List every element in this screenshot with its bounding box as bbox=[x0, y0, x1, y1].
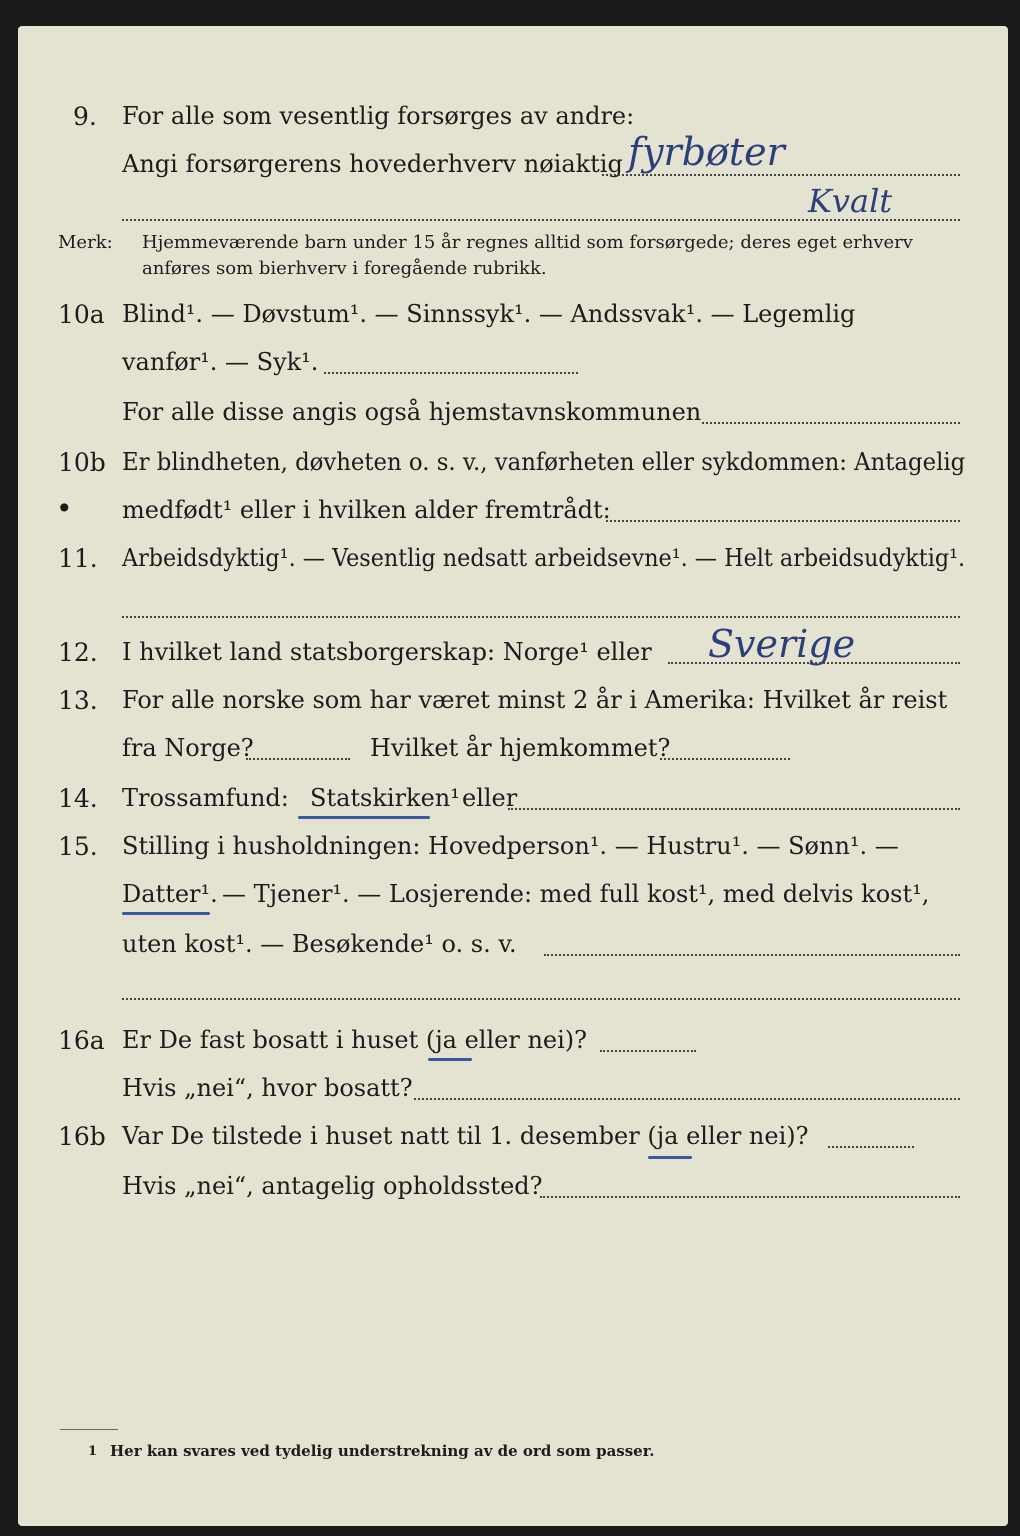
q10b-line2: medfødt¹ eller i hvilken alder fremtrådt: bbox=[122, 496, 611, 524]
q16a-line2: Hvis „nei“, hvor bosatt? bbox=[122, 1074, 413, 1102]
q10b-line1: Er blindheten, døvheten o. s. v., vanførheten eller sykdommen: Antagelig bbox=[122, 448, 966, 476]
q14-statskirken-underline bbox=[298, 816, 430, 819]
q10a-line3: For alle disse angis også hjemstavnskommunen bbox=[122, 398, 702, 426]
q13-return-year-line bbox=[660, 758, 790, 760]
q10a-line2: vanfør¹. — Syk¹. bbox=[122, 348, 319, 376]
q15-line1: Stilling i husholdningen: Hovedperson¹. — Hustru¹. — Sønn¹. — bbox=[122, 832, 899, 860]
q14-label: Trossamfund: bbox=[122, 784, 289, 812]
q11-line1: Arbeidsdyktig¹. — Vesentlig nedsatt arbeidsevne¹. — Helt arbeidsudyktig¹. bbox=[122, 544, 966, 572]
q14-eller: eller bbox=[462, 784, 518, 812]
q16a-residence-line bbox=[414, 1098, 960, 1100]
q15-number: 15. bbox=[58, 832, 98, 861]
q10a-number: 10a bbox=[58, 300, 105, 329]
q14-answer-line bbox=[508, 808, 960, 810]
q15-answer-line-2 bbox=[122, 998, 960, 1000]
q14-number: 14. bbox=[58, 784, 98, 813]
q16b-ja-underline bbox=[648, 1156, 692, 1159]
q16b-line1: Var De tilstede i huset natt til 1. desember (ja eller nei)? bbox=[122, 1122, 809, 1150]
merk-line1: Hjemmeværende barn under 15 år regnes alltid som forsørgede; deres eget erhverv bbox=[142, 232, 913, 253]
q13-line2a: fra Norge? bbox=[122, 734, 254, 762]
q15-line3: uten kost¹. — Besøkende¹ o. s. v. bbox=[122, 930, 517, 958]
q9-line2: Angi forsørgerens hovederhverv nøiaktig bbox=[122, 150, 623, 178]
footnote-mark: 1 bbox=[88, 1444, 98, 1459]
q16a-line1: Er De fast bosatt i huset (ja eller nei)? bbox=[122, 1026, 588, 1054]
q13-line1: For alle norske som har været minst 2 år i Amerika: Hvilket år reist bbox=[122, 686, 948, 714]
q10b-answer-line bbox=[606, 520, 960, 522]
q16b-answer-line bbox=[828, 1146, 914, 1148]
q9-answer-line bbox=[602, 174, 960, 176]
q14-statskirken: Statskirken¹ bbox=[310, 784, 460, 812]
footnote-rule bbox=[60, 1429, 118, 1430]
q9-answer-occupation: fyrbøter bbox=[628, 130, 785, 174]
q13-number: 13. bbox=[58, 686, 98, 715]
q16b-number: 16b bbox=[58, 1122, 106, 1151]
q15-datter: Datter¹. bbox=[122, 880, 218, 908]
q13-left-year-line bbox=[246, 758, 350, 760]
q16b-whereabouts-line bbox=[540, 1196, 960, 1198]
q12-answer-country: Sverige bbox=[708, 622, 856, 666]
q9-answer-extra: Kvalt bbox=[808, 182, 893, 220]
q11-answer-line bbox=[122, 616, 960, 618]
q16a-ja-underline bbox=[428, 1058, 472, 1061]
q10b-number: 10b bbox=[58, 448, 106, 477]
q9-number: 9. bbox=[73, 102, 97, 131]
q16a-number: 16a bbox=[58, 1026, 105, 1055]
q15-datter-underline bbox=[122, 912, 210, 915]
q9-line1: For alle som vesentlig forsørges av andre: bbox=[122, 102, 635, 130]
q12-number: 12. bbox=[58, 638, 98, 667]
q11-number: 11. bbox=[58, 544, 98, 573]
census-form-page bbox=[18, 26, 1008, 1526]
q16a-answer-line bbox=[600, 1050, 696, 1052]
q10a-sick-line bbox=[324, 372, 578, 374]
merk-line2: anføres som bierhverv i foregående rubrikk. bbox=[142, 258, 547, 279]
merk-label: Merk: bbox=[58, 232, 113, 253]
q10a-home-municipality-line bbox=[702, 422, 960, 424]
margin-bullet: • bbox=[56, 492, 73, 525]
q15-answer-line bbox=[544, 954, 960, 956]
footnote-text: Her kan svares ved tydelig understrekning av de ord som passer. bbox=[110, 1442, 655, 1460]
q10a-line1: Blind¹. — Døvstum¹. — Sinnssyk¹. — Andssvak¹. — Legemlig bbox=[122, 300, 856, 328]
q15-line2b: — Tjener¹. — Losjerende: med full kost¹, med delvis kost¹, bbox=[222, 880, 930, 908]
q13-line2b: Hvilket år hjemkommet? bbox=[370, 734, 671, 762]
q12-line1: I hvilket land statsborgerskap: Norge¹ eller bbox=[122, 638, 652, 666]
q16b-line2: Hvis „nei“, antagelig opholdssted? bbox=[122, 1172, 543, 1200]
